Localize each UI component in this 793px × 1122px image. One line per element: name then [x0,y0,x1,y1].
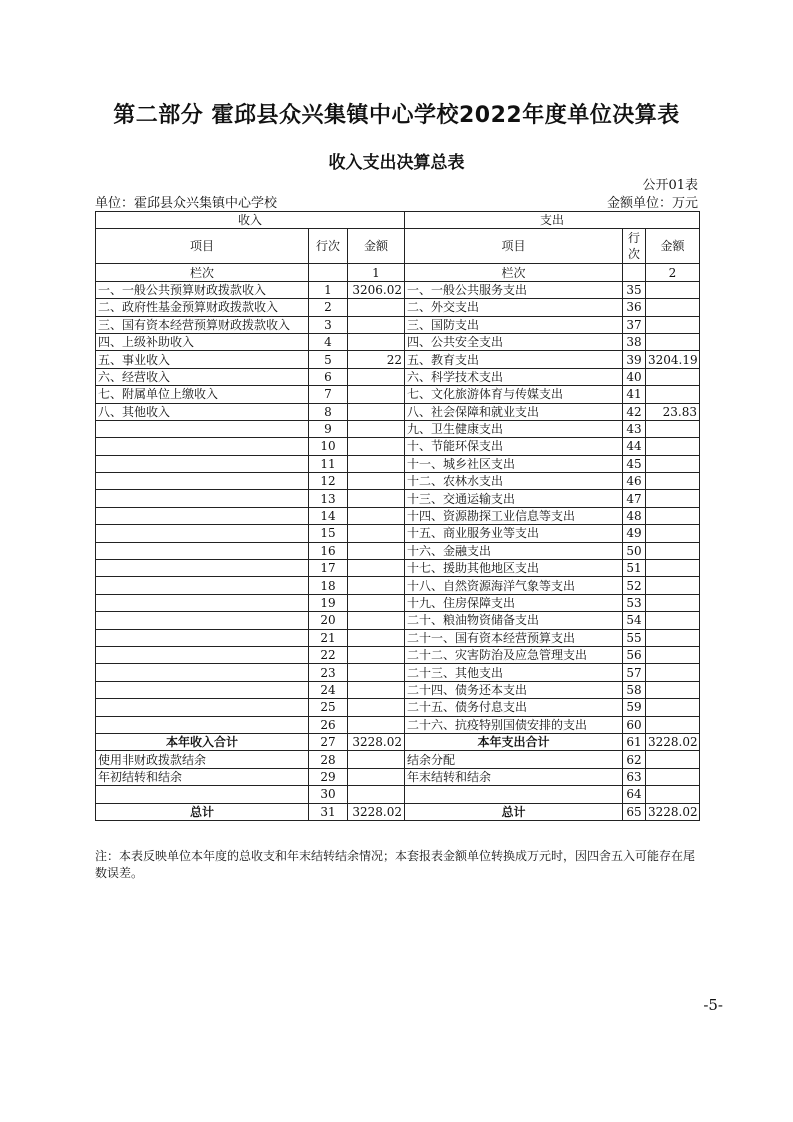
income-line-cell: 31 [309,803,348,820]
income-line-cell: 5 [309,351,348,368]
expense-amount-cell [646,368,700,385]
expense-line-cell: 39 [623,351,646,368]
income-line-cell: 19 [309,594,348,611]
expense-amount-cell [646,699,700,716]
expense-line-cell: 50 [623,542,646,559]
expense-line-cell: 42 [623,403,646,420]
income-amount-cell: 3228.02 [348,803,405,820]
income-expense-table [95,211,700,821]
expense-line-cell: 47 [623,490,646,507]
lanci-right-num: 2 [646,264,700,281]
expense-amount-cell [646,473,700,490]
income-amount-cell [348,786,405,803]
income-amount-cell [348,438,405,455]
expense-line-cell: 61 [623,733,646,750]
income-item-cell: 三、国有资本经营预算财政拨款收入 [96,316,309,333]
income-line-cell: 6 [309,368,348,385]
expense-item-cell: 二十二、灾害防治及应急管理支出 [405,646,623,663]
expense-item-cell: 十四、资源勘探工业信息等支出 [405,507,623,524]
income-section-header: 收入 [96,212,405,229]
income-item-cell [96,612,309,629]
expense-line-cell: 55 [623,629,646,646]
income-item-cell [96,594,309,611]
income-line-cell: 14 [309,507,348,524]
income-item-cell [96,525,309,542]
income-amount-cell [348,455,405,472]
expense-item-cell: 六、科学技术支出 [405,368,623,385]
income-amount-cell [348,299,405,316]
expense-amount-cell [646,664,700,681]
income-line-cell: 23 [309,664,348,681]
income-item-cell: 五、事业收入 [96,351,309,368]
expense-line-cell: 56 [623,646,646,663]
expense-item-cell: 二十一、国有资本经营预算支出 [405,629,623,646]
table-row [96,751,700,768]
table-row [96,299,700,316]
table-row [96,403,700,420]
income-amount-cell [348,612,405,629]
table-row [96,577,700,594]
table-row [96,333,700,350]
expense-line-cell: 48 [623,507,646,524]
table-row [96,455,700,472]
income-amount-cell [348,473,405,490]
income-line-cell: 30 [309,786,348,803]
expense-amount-cell [646,420,700,437]
table-row [96,490,700,507]
expense-item-cell: 三、国防支出 [405,316,623,333]
expense-amount-cell [646,542,700,559]
income-amount-cell [348,664,405,681]
table-row [96,803,700,820]
income-line-cell: 2 [309,299,348,316]
lanci-label: 栏次 [96,264,309,281]
income-amount-cell [348,594,405,611]
expense-amount-cell [646,490,700,507]
income-line-cell: 1 [309,281,348,298]
income-amount-cell [348,420,405,437]
income-item-cell [96,681,309,698]
col-header-amount-right: 金额 [646,229,700,264]
expense-line-cell: 58 [623,681,646,698]
income-item-cell: 七、附属单位上缴收入 [96,386,309,403]
income-item-cell [96,786,309,803]
expense-amount-cell: 3228.02 [646,803,700,820]
income-item-cell [96,507,309,524]
expense-item-cell: 二十三、其他支出 [405,664,623,681]
income-item-cell [96,664,309,681]
income-line-cell: 8 [309,403,348,420]
section-header-row [96,212,700,229]
income-item-cell [96,629,309,646]
expense-line-cell: 62 [623,751,646,768]
income-item-cell [96,438,309,455]
expense-item-cell: 八、社会保障和就业支出 [405,403,623,420]
income-amount-cell [348,368,405,385]
expense-line-cell: 41 [623,386,646,403]
income-amount-cell [348,560,405,577]
income-amount-cell [348,699,405,716]
expense-item-cell: 十六、金融支出 [405,542,623,559]
income-line-cell: 20 [309,612,348,629]
expense-amount-cell: 3228.02 [646,733,700,750]
income-line-cell: 17 [309,560,348,577]
table-row [96,646,700,663]
expense-amount-cell [646,629,700,646]
expense-amount-cell [646,768,700,785]
income-line-cell: 4 [309,333,348,350]
table-row [96,560,700,577]
table-row [96,525,700,542]
expense-amount-cell [646,333,700,350]
income-amount-cell: 3206.02 [348,281,405,298]
income-line-cell: 28 [309,751,348,768]
lanci-left-blank [309,264,348,281]
lanci-label-right: 栏次 [405,264,623,281]
income-item-cell [96,455,309,472]
expense-amount-cell [646,786,700,803]
expense-line-cell: 54 [623,612,646,629]
expense-item-cell: 十五、商业服务业等支出 [405,525,623,542]
expense-item-cell: 二十六、抗疫特别国债安排的支出 [405,716,623,733]
expense-line-cell: 35 [623,281,646,298]
income-amount-cell [348,316,405,333]
unit-label: 单位：霍邱县众兴集镇中心学校 [95,196,278,211]
income-amount-cell [348,525,405,542]
expense-item-cell: 二十四、债务还本支出 [405,681,623,698]
income-item-cell: 二、政府性基金预算财政拨款收入 [96,299,309,316]
expense-item-cell: 十八、自然资源海洋气象等支出 [405,577,623,594]
expense-item-cell: 七、文化旅游体育与传媒支出 [405,386,623,403]
income-line-cell: 18 [309,577,348,594]
income-line-cell: 24 [309,681,348,698]
income-line-cell: 10 [309,438,348,455]
income-amount-cell [348,542,405,559]
expense-line-cell: 52 [623,577,646,594]
expense-item-cell: 总计 [405,803,623,820]
expense-item-cell: 十七、援助其他地区支出 [405,560,623,577]
table-row [96,664,700,681]
income-amount-cell: 3228.02 [348,733,405,750]
income-item-cell [96,577,309,594]
income-item-cell [96,560,309,577]
income-amount-cell: 22 [348,351,405,368]
income-item-cell: 四、上级补助收入 [96,333,309,350]
expense-line-cell: 36 [623,299,646,316]
expense-line-cell: 53 [623,594,646,611]
expense-item-cell: 一、一般公共服务支出 [405,281,623,298]
col-header-line-right [623,229,646,264]
income-item-cell [96,490,309,507]
expense-item-cell: 年末结转和结余 [405,768,623,785]
income-line-cell: 15 [309,525,348,542]
income-amount-cell [348,333,405,350]
table-row [96,629,700,646]
expense-line-cell: 43 [623,420,646,437]
expense-amount-cell [646,507,700,524]
table-row [96,786,700,803]
expense-amount-cell [646,594,700,611]
expense-line-cell: 40 [623,368,646,385]
income-item-cell: 总计 [96,803,309,820]
income-amount-cell [348,716,405,733]
table-row [96,716,700,733]
expense-amount-cell [646,716,700,733]
table-row [96,699,700,716]
expense-line-cell: 37 [623,316,646,333]
col-header-item-right: 项目 [405,229,623,264]
column-header-row [96,229,700,264]
expense-amount-cell [646,646,700,663]
table-row [96,316,700,333]
table-row [96,507,700,524]
income-line-cell: 3 [309,316,348,333]
expense-amount-cell [646,316,700,333]
expense-item-cell: 十三、交通运输支出 [405,490,623,507]
lanci-row [96,264,700,281]
expense-item-cell: 十九、住房保障支出 [405,594,623,611]
expense-line-cell: 60 [623,716,646,733]
expense-item-cell: 十一、城乡社区支出 [405,455,623,472]
expense-amount-cell [646,386,700,403]
table-row [96,281,700,298]
income-line-cell: 21 [309,629,348,646]
expense-line-cell: 65 [623,803,646,820]
expense-item-cell: 二十、粮油物资储备支出 [405,612,623,629]
table-row [96,420,700,437]
income-line-cell: 7 [309,386,348,403]
lanci-right-blank [623,264,646,281]
income-line-cell: 22 [309,646,348,663]
expense-amount-cell [646,525,700,542]
income-item-cell [96,473,309,490]
expense-item-cell: 本年支出合计 [405,733,623,750]
expense-section-header: 支出 [405,212,700,229]
income-item-cell: 使用非财政拨款结余 [96,751,309,768]
table-row [96,368,700,385]
income-line-cell: 29 [309,768,348,785]
table-row [96,681,700,698]
expense-line-cell: 46 [623,473,646,490]
footnote: 注：本表反映单位本年度的总收支和年末结转结余情况；本套报表金额单位转换成万元时，因四舍五入可能存在尾数误差。 [95,849,696,880]
expense-line-cell: 57 [623,664,646,681]
income-amount-cell [348,490,405,507]
table-row [96,386,700,403]
expense-amount-cell [646,299,700,316]
income-amount-cell [348,629,405,646]
page-title: 第二部分 霍邱县众兴集镇中心学校2022年度单位决算表 [113,103,680,128]
income-amount-cell [348,386,405,403]
expense-item-cell: 十二、农林水支出 [405,473,623,490]
table-row [96,733,700,750]
expense-line-cell: 44 [623,438,646,455]
expense-item-cell: 四、公共安全支出 [405,333,623,350]
expense-item-cell: 五、教育支出 [405,351,623,368]
expense-amount-cell [646,751,700,768]
table-row [96,438,700,455]
expense-amount-cell [646,455,700,472]
income-item-cell [96,699,309,716]
expense-amount-cell [646,281,700,298]
expense-item-cell [405,786,623,803]
lanci-left-num: 1 [348,264,405,281]
income-line-cell: 12 [309,473,348,490]
income-amount-cell [348,403,405,420]
income-line-cell: 27 [309,733,348,750]
income-amount-cell [348,768,405,785]
income-line-cell: 16 [309,542,348,559]
currency-unit-label: 金额单位：万元 [606,196,698,211]
col-header-amount: 金额 [348,229,405,264]
col-header-line: 行次 [309,229,348,264]
expense-line-cell: 63 [623,768,646,785]
col-header-line-right-text: 行 次 [627,231,640,262]
income-line-cell: 13 [309,490,348,507]
income-item-cell [96,420,309,437]
page-number: -5- [703,996,723,1014]
income-item-cell: 年初结转和结余 [96,768,309,785]
expense-item-cell: 二十五、债务付息支出 [405,699,623,716]
expense-amount-cell [646,438,700,455]
expense-amount-cell: 3204.19 [646,351,700,368]
table-row [96,594,700,611]
expense-line-cell: 45 [623,455,646,472]
income-item-cell: 六、经营收入 [96,368,309,385]
table-title: 收入支出决算总表 [328,153,465,173]
expense-line-cell: 51 [623,560,646,577]
table-row [96,542,700,559]
expense-amount-cell [646,560,700,577]
expense-line-cell: 49 [623,525,646,542]
income-item-cell [96,542,309,559]
income-item-cell: 一、一般公共预算财政拨款收入 [96,281,309,298]
income-item-cell [96,716,309,733]
income-amount-cell [348,751,405,768]
expense-item-cell: 十、节能环保支出 [405,438,623,455]
expense-amount-cell: 23.83 [646,403,700,420]
income-item-cell: 八、其他收入 [96,403,309,420]
income-item-cell [96,646,309,663]
expense-line-cell: 64 [623,786,646,803]
income-line-cell: 11 [309,455,348,472]
expense-amount-cell [646,577,700,594]
expense-item-cell: 九、卫生健康支出 [405,420,623,437]
expense-item-cell: 结余分配 [405,751,623,768]
income-amount-cell [348,507,405,524]
income-line-cell: 9 [309,420,348,437]
income-amount-cell [348,681,405,698]
table-row [96,768,700,785]
table-row [96,351,700,368]
form-number: 公开01表 [642,178,698,193]
income-item-cell: 本年收入合计 [96,733,309,750]
expense-line-cell: 59 [623,699,646,716]
income-line-cell: 26 [309,716,348,733]
col-header-item: 项目 [96,229,309,264]
expense-line-cell: 38 [623,333,646,350]
expense-amount-cell [646,612,700,629]
table-row [96,473,700,490]
income-amount-cell [348,577,405,594]
income-amount-cell [348,646,405,663]
expense-item-cell: 二、外交支出 [405,299,623,316]
expense-amount-cell [646,681,700,698]
income-line-cell: 25 [309,699,348,716]
table-row [96,612,700,629]
